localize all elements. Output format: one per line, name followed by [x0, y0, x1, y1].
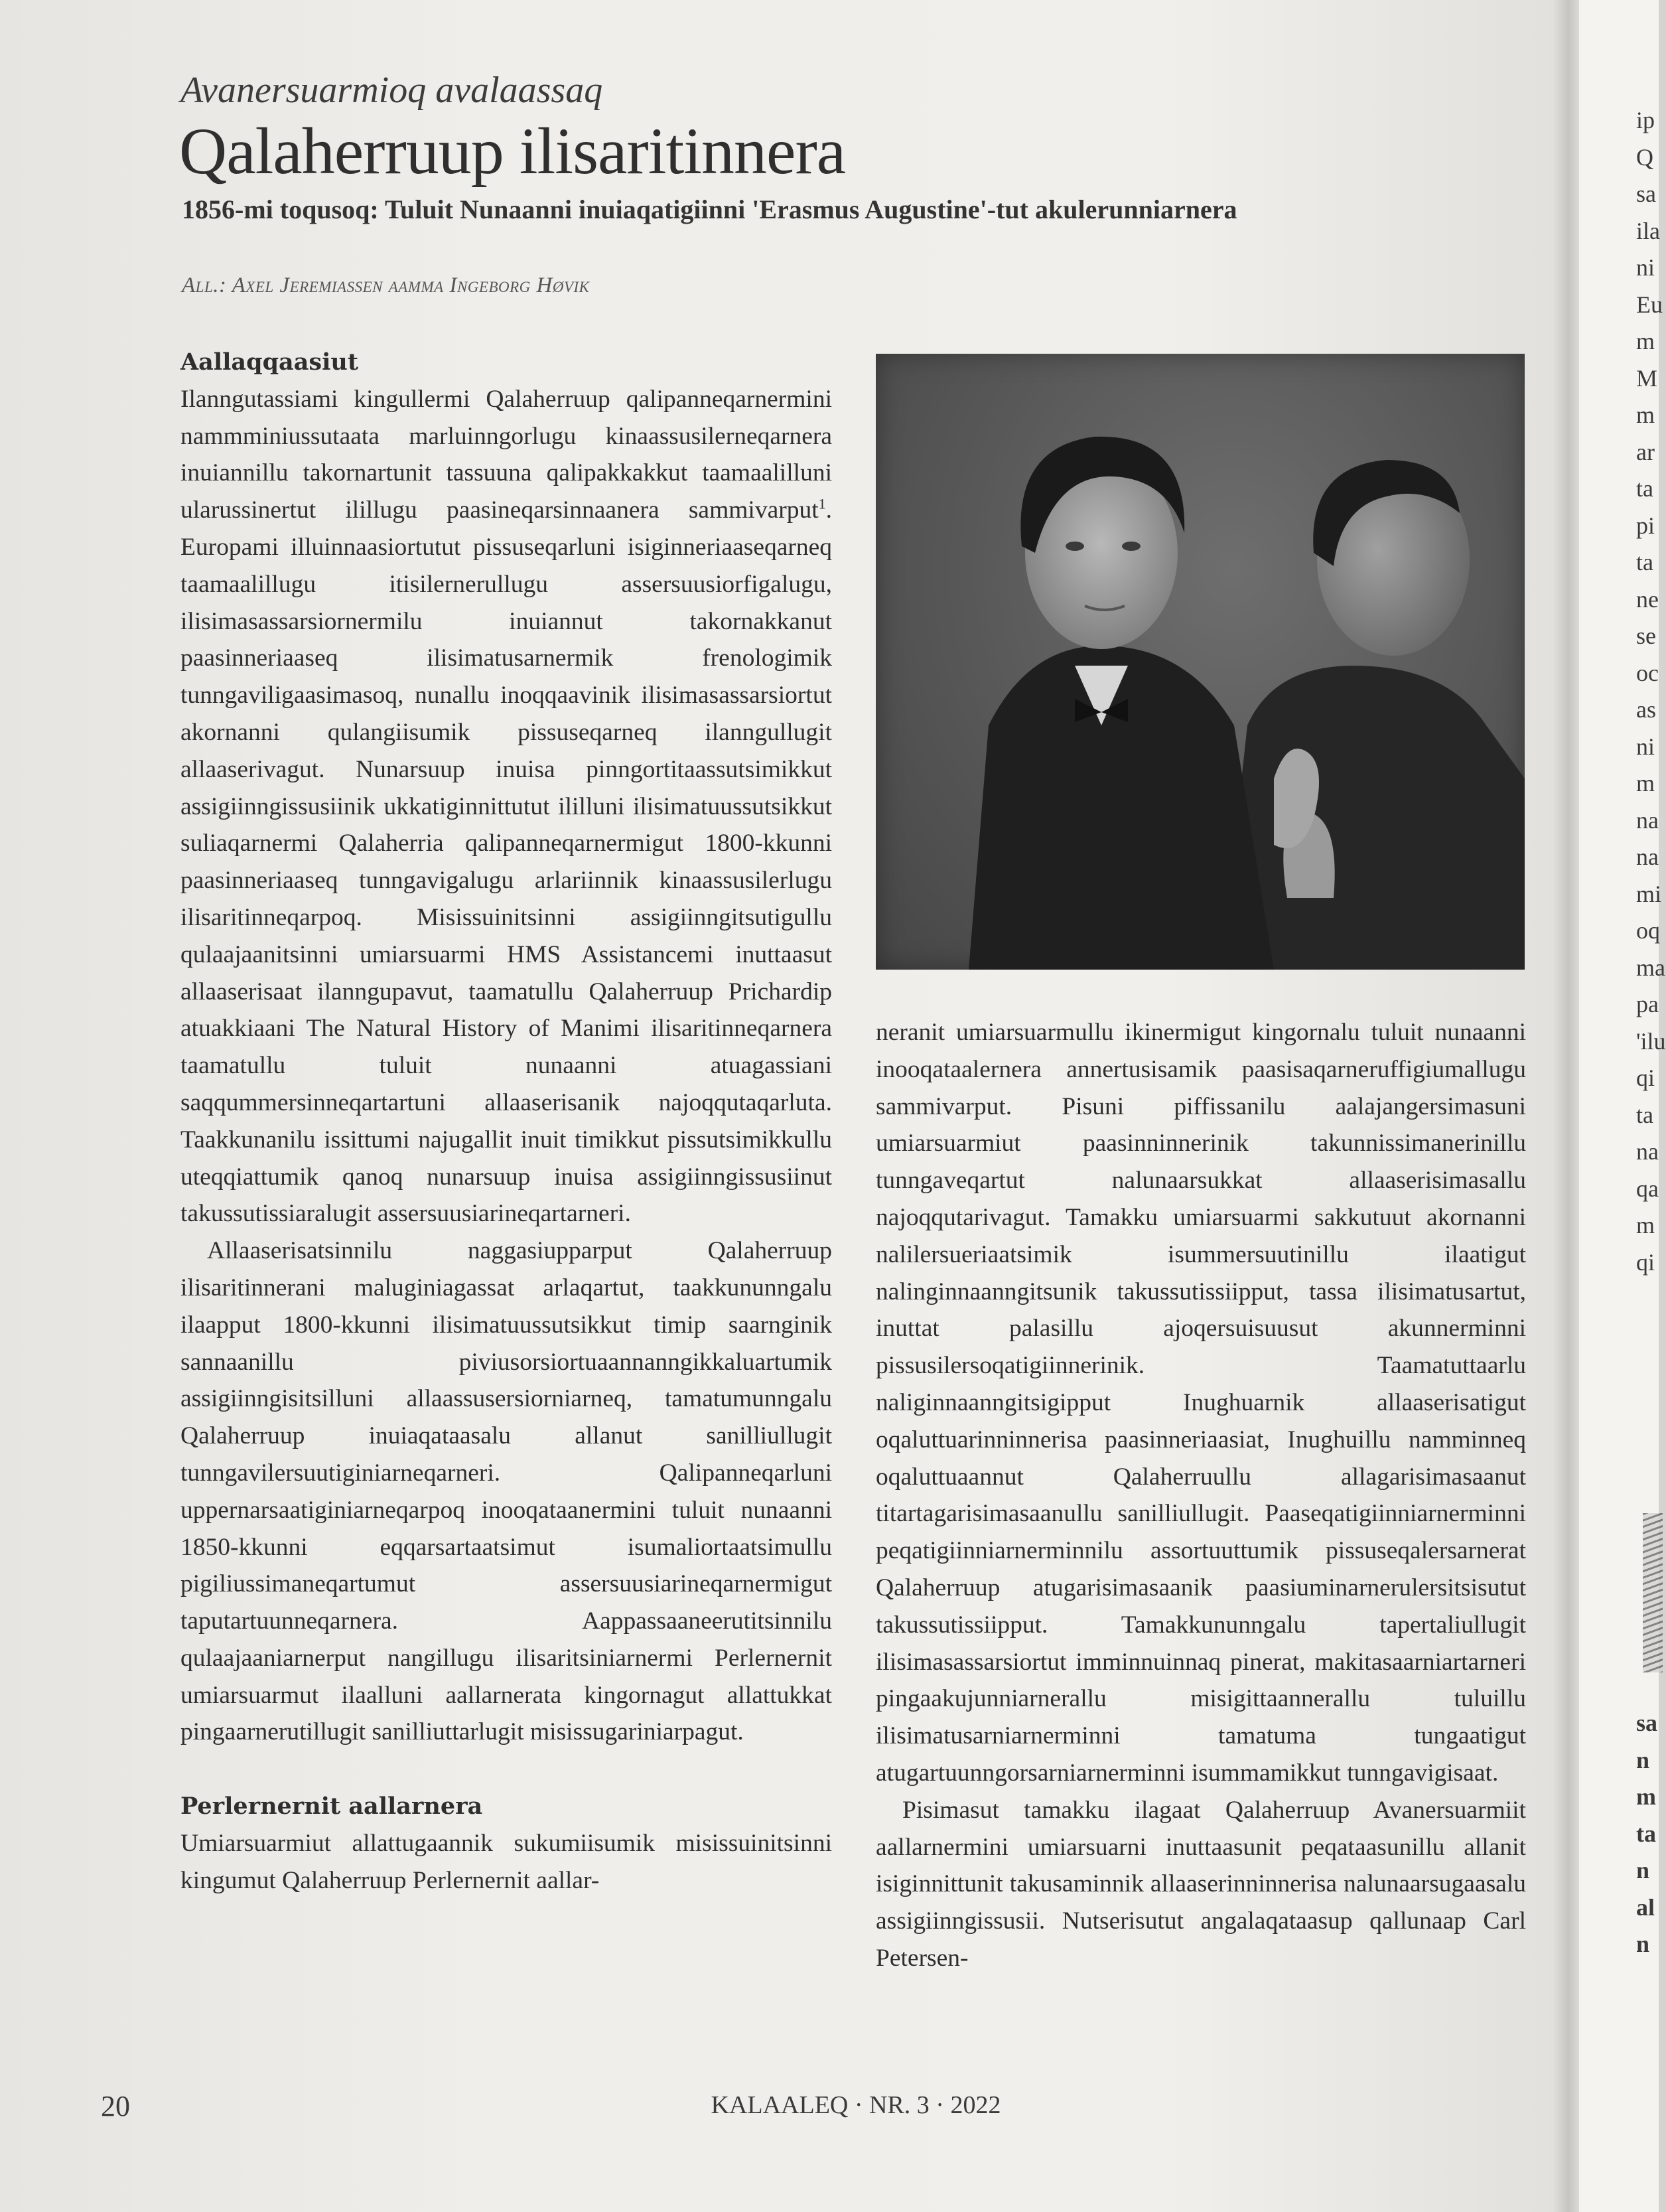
next-page-line: oc — [1636, 659, 1659, 686]
next-page-line: pa — [1636, 991, 1659, 1017]
next-page-line: ta — [1636, 1101, 1653, 1128]
next-page-line: Eu — [1636, 291, 1663, 318]
next-page-line: 'ilu — [1636, 1027, 1666, 1055]
article-subtitle: 1856-mi toqusoq: Tuluit Nunaanni inuiaqatigiinni 'Erasmus Augustine'-tut akulerunniarnera — [182, 194, 1237, 224]
next-page-line: m — [1636, 1212, 1655, 1238]
portrait-photo — [876, 354, 1525, 970]
article-kicker: Avanersuarmioq avalaassaq — [180, 70, 603, 111]
next-page-edge — [1579, 0, 1666, 2212]
portrait-illustration — [876, 354, 1525, 970]
next-page-line: qi — [1636, 1248, 1655, 1276]
next-page-line: ta — [1636, 549, 1653, 575]
next-page-line: m — [1636, 770, 1655, 796]
next-page-line: ar — [1636, 438, 1655, 465]
next-page-line: na — [1636, 1138, 1659, 1165]
next-page-line: ila — [1636, 217, 1660, 244]
next-page-line: ta — [1636, 475, 1653, 502]
next-page-line: sa — [1636, 181, 1656, 207]
next-page-line: ni — [1636, 733, 1655, 760]
text-column-right — [876, 1014, 1526, 1977]
page-number: 20 — [101, 2090, 130, 2122]
section-heading: Aallaqqaasiut — [180, 348, 359, 376]
next-page-line: ne — [1636, 585, 1659, 613]
next-page-line: n — [1636, 1931, 1650, 1957]
journal-footer: KALAALEQ · NR. 3 · 2022 — [711, 2091, 1001, 2119]
next-page-line: m — [1636, 328, 1655, 354]
paragraph — [180, 381, 832, 1232]
next-page-line: m — [1636, 402, 1655, 428]
paragraph: neranit umiarsuarmullu ikinermigut kingornalu tuluit nunaanni inooqataalernera annertusisamik paasisaqarneruffigiumallugu sammivarput. Pisuni piffissanilu aalajangersimasuni umiarsuarmiut paasinninnerinik takunnissimanerinillu tunngaveqartut nalunaarsukkat allaaserisimasallu najoqqutarivagut. Tamakku umiarsuarmi sakkutuut akornanni nalilersueriaatsimik isummersuutinillu ilaatigut nalinginnaanngitsunik takussutissiipput, tassa ilisimatusartut, inuttat palasillu ajoqersuisuusut akunnerminni pissusilersoqatigiinnerinik. Taamatuttaarlu naliginnaanngitsigipput Inughuarnik allaaserisatigut oqaluttuarinninnerisa paasinneriaasiat, Inughuillu namminneq oqaluttuaannut Qalaherruullu allagarisimasaanut titartagarisimasaanullu sanilliullugit. Paaseqatigiinniarnerminni peqatigiinniarnerminnilu assortuuttumik pissuseqalersarnerat Qalaherruup atugarisimasaanik paasiuminarnerulersitsisutut takussutissiipput. Tamakkununngalu tapertaliullugit ilisimasassarsiortut imminnuinnaq pinerat, makitasaarniartarneri pingaakujunniarnerallu misigittaannerallu tuluillu ilisimatusarniarnerminni tamatuma tungaatigut atugartuunngorsarniarnerminni isummamikkut tunngavigisaat. — [876, 1019, 1526, 1787]
next-page-line: ta — [1636, 1820, 1656, 1847]
paragraph-text: . Europami illuinnaasiortutut pissuseqarluni isiginneriaaseqarneq taamaalillugu itisilernerullugu assersuusiorfigalugu, ilisimasassarsiornermilu inuiannut takornakkanut paasinneriaaseq ilisimatusarnermik frenologimik tunngaviligaasimasoq, nunallu inoqqaavinik ilisimasassarsiortut akornanni qulangiisumik pissuseqarneq ilanngullugit allaaserivagut. Nunarsuup inuisa pinngortitaassutsimikkut assigiinngissusiinik ukkatiginnittutut ililluni ilisimatuussutsikkut suliaqarnermi Qalaherria qalipanneqarnermigut 1800-kkunni paasinneriaaseq tunngavigalugu arlariinnik kinaassusilerlugu ilisaritinneqarpoq. Misissuinitsinni assigiinngitsutigullu qulaajaanitsinni umiarsuarmi HMS Assistancemi inuttaasut allaaserisaat ilanngupavut, taamatullu Qalaherruup Prichardip atuakkiaani The Natural History of Manimi ilisaritinneqarnera taamatullu tuluit nunaanni atuagassiani saqqummersinneqartartuni allaaserisanik najoqqutaqarluta. Taakkunanilu issittumi najugallit inuit timikkut pissutsimikkullu uteqqiattumik qanoq nunarsuup inuisa assigiinngissusiinut takussutissiaralugit assersuusiarineqartarneri. — [180, 496, 832, 1228]
article-byline: All.: Axel Jeremiassen aamma Ingeborg Høvik — [182, 273, 590, 297]
page-fold-shadow — [1553, 0, 1579, 2212]
text-column-left — [180, 344, 832, 1899]
next-page-line: oq — [1636, 917, 1660, 944]
next-page-line: ni — [1636, 254, 1655, 281]
next-page-line: ip — [1636, 107, 1655, 133]
paragraph: Pisimasut tamakku ilagaat Qalaherruup Avanersuarmiit aallarnermini umiarsuarni inuttaasunit peqataasunillu allanit isiginnittunit takusaminnik allaaserinninnerisa nalunaarsugaasalu assigiinngissusii. Nutserisutut angalaqataasup qallunaap Carl Petersen- — [876, 1796, 1526, 1972]
next-page-line: qa — [1636, 1175, 1659, 1202]
section-heading: Perlernernit aallarnera — [180, 1793, 483, 1820]
next-page-line: mi — [1636, 880, 1662, 907]
next-page-line: n — [1636, 1746, 1650, 1773]
next-page-line: n — [1636, 1857, 1650, 1883]
next-page-line: m — [1636, 1783, 1656, 1810]
next-page-illustration-fragment — [1643, 1513, 1663, 1672]
next-page-line: M — [1636, 364, 1658, 392]
next-page-line: pi — [1636, 512, 1655, 539]
article-title: Qalaherruup ilisaritinnera — [179, 114, 846, 188]
next-page-line: na — [1636, 806, 1659, 834]
paragraph: Allaaserisatsinnilu naggasiupparput Qalaherruup ilisaritinnerani maluginiagassat arlaqartut, taakkununngalu ilaapput 1800-kkunni ilisimatuussutsikkut timip saarnginik sannaanillu piviusorsiortuaannanngikkaluartumik assigiinngisitsilluni allaassusersiorniarneq, tamatumunngalu Qalaherruup inuiaqataasalu allanut sanilliullugit tunngavilersuutiginiarneqarneri. Qalipanneqarluni uppernarsaatiginiarneqarpoq inooqataanermini tuluit nunaanni 1850-kkunni eqqarsartaatsimut isumaliortaatsimullu pigiliussimaneqartumut assersuusiarineqarnermigut taputartuunneqarnera. Aappassaaneerutitsinnilu qulaajaaniarnerput nangillugu ilisaritsiniarnermi Perlernernit umiarsuarmut ilaalluni aallarnerata kingornagut allattukkat pingaarnerutillugit sanilliuttarlugit misissugariniarpagut. — [180, 1237, 832, 1746]
next-page-line: sa — [1636, 1710, 1658, 1736]
next-page-line: ma — [1636, 954, 1665, 981]
next-page-line: na — [1636, 844, 1659, 870]
next-page-line: Q — [1636, 143, 1653, 171]
next-page-line: as — [1636, 696, 1656, 723]
paragraph-text: Ilanngutassiami kingullermi Qalaherruup qalipanneqarnermini nammminiussutaata marluinngorlugu kinaassusilerneqarnera inuiannillu takornartunit tassuuna qalipakkakkut taamaalilluni ularussinertut ilillugu paasineqarsinnaanera sammivarput — [180, 385, 832, 524]
paragraph: Umiarsuarmiut allattugaannik sukumiisumik misissuinitsinni kingumut Qalaherruup Perlernernit aallar- — [180, 1830, 832, 1894]
next-page-line: se — [1636, 623, 1656, 649]
next-page-line: al — [1636, 1893, 1655, 1921]
next-page-line: qi — [1636, 1065, 1655, 1091]
footnote-marker: 1 — [818, 495, 826, 512]
